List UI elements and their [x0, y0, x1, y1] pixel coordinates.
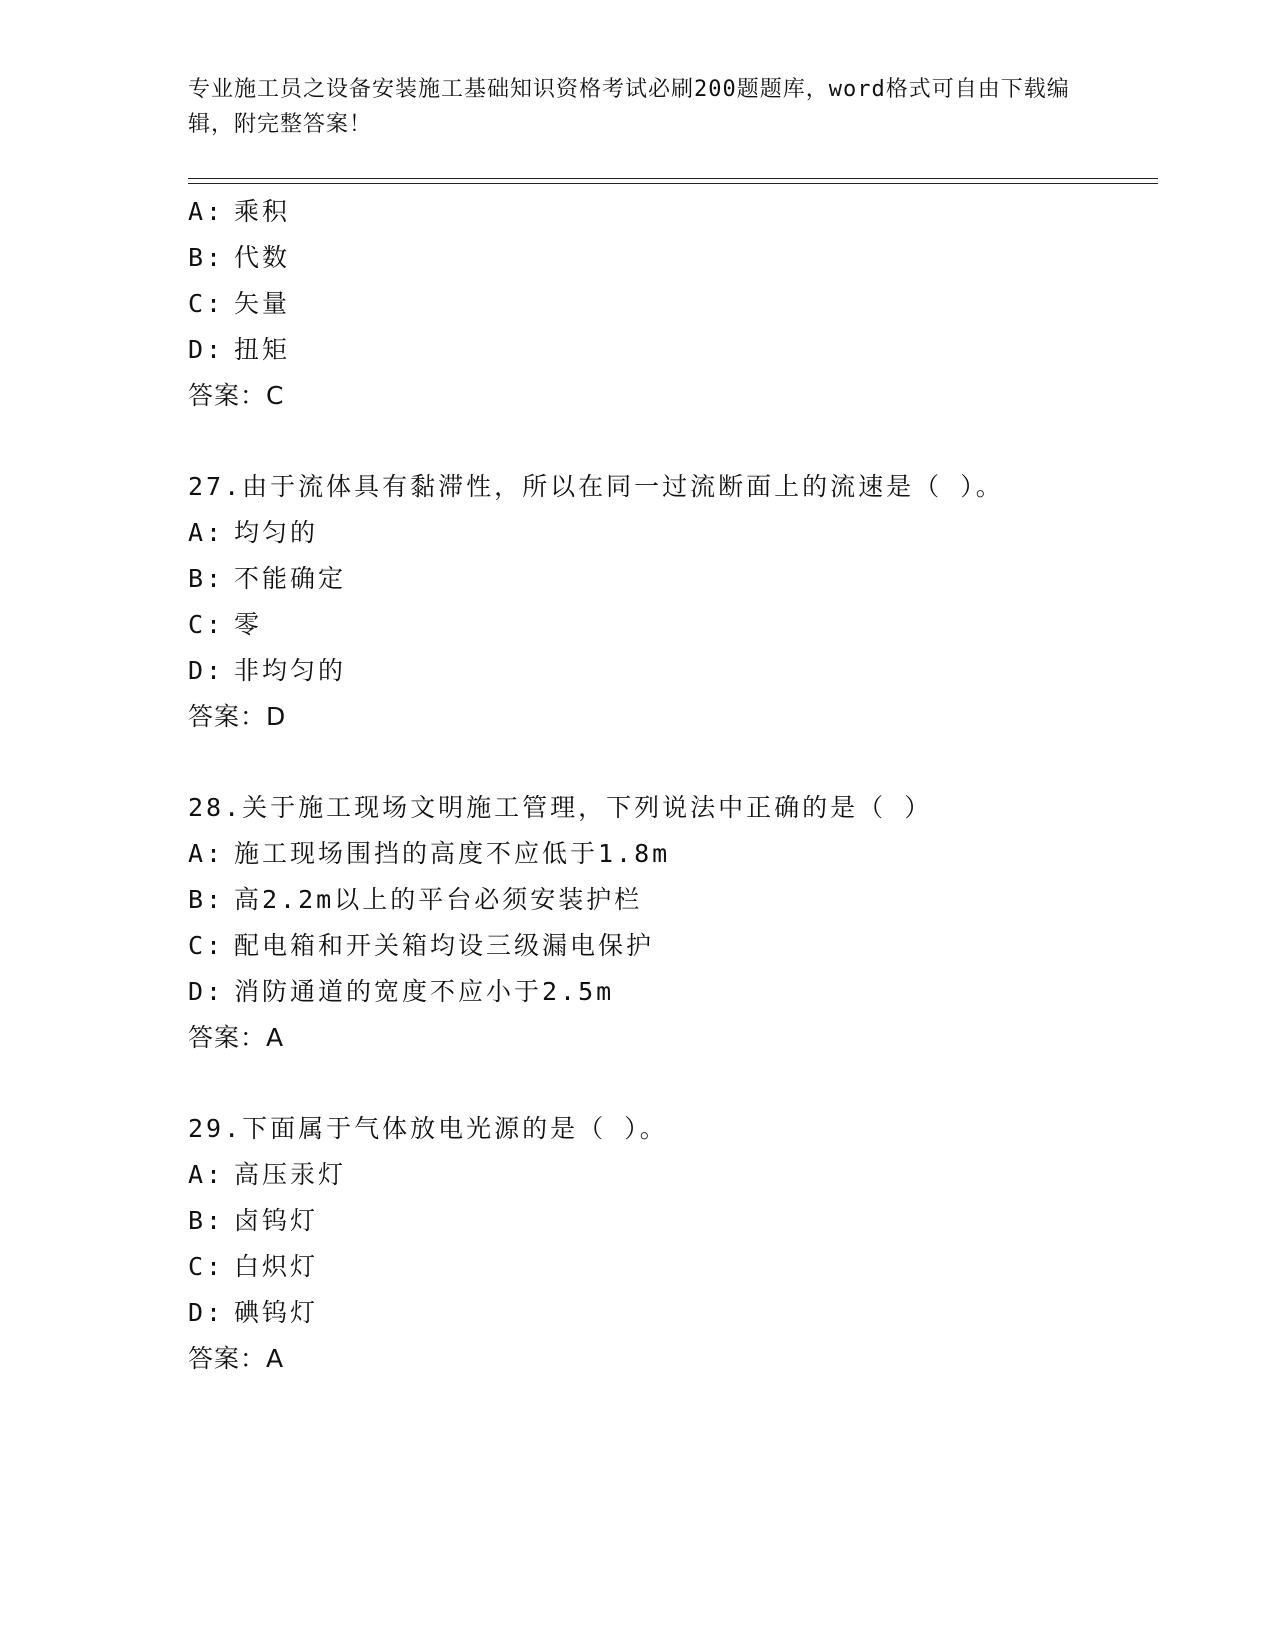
answer-line: 答案：D [188, 702, 287, 731]
question-26-fragment [188, 189, 1158, 419]
option-a: A: 均匀的 [188, 518, 319, 547]
spacer [188, 419, 1158, 464]
option-d: D: 碘钨灯 [188, 1298, 319, 1327]
question-stem: 29.下面属于气体放电光源的是（ ）。 [188, 1114, 668, 1143]
option-c: C: 配电箱和开关箱均设三级漏电保护 [188, 931, 655, 960]
option-b: B: 代数 [188, 243, 291, 272]
option-d: D: 扭矩 [188, 335, 291, 364]
question-list [188, 189, 1158, 1382]
option-b: B: 卤钨灯 [188, 1206, 319, 1235]
option-c: C: 零 [188, 610, 263, 639]
option-c: C: 矢量 [188, 289, 291, 318]
question-28 [188, 785, 1158, 1061]
header-divider-top [188, 178, 1158, 179]
question-stem: 28.关于施工现场文明施工管理，下列说法中正确的是（ ） [188, 793, 933, 822]
option-a: A: 乘积 [188, 197, 291, 226]
option-d: D: 消防通道的宽度不应小于2.5m [188, 977, 615, 1006]
answer-line: 答案：C [188, 381, 285, 410]
question-27 [188, 464, 1158, 740]
question-29 [188, 1106, 1158, 1382]
option-b: B: 不能确定 [188, 564, 347, 593]
option-b: B: 高2.2m以上的平台必须安装护栏 [188, 885, 643, 914]
option-c: C: 白炽灯 [188, 1252, 319, 1281]
document-title: 专业施工员之设备安装施工基础知识资格考试必刷200题题库，word格式可自由下载编辑，附完整答案！ [188, 77, 1070, 137]
spacer [188, 740, 1158, 785]
answer-line: 答案：A [188, 1023, 285, 1052]
spacer [188, 1061, 1158, 1106]
option-d: D: 非均匀的 [188, 656, 347, 685]
question-stem: 27.由于流体具有黏滞性，所以在同一过流断面上的流速是（ ）。 [188, 472, 1004, 501]
answer-line: 答案：A [188, 1344, 285, 1373]
option-a: A: 高压汞灯 [188, 1160, 347, 1189]
header-divider-bottom [188, 183, 1158, 184]
option-a: A: 施工现场围挡的高度不应低于1.8m [188, 839, 671, 868]
